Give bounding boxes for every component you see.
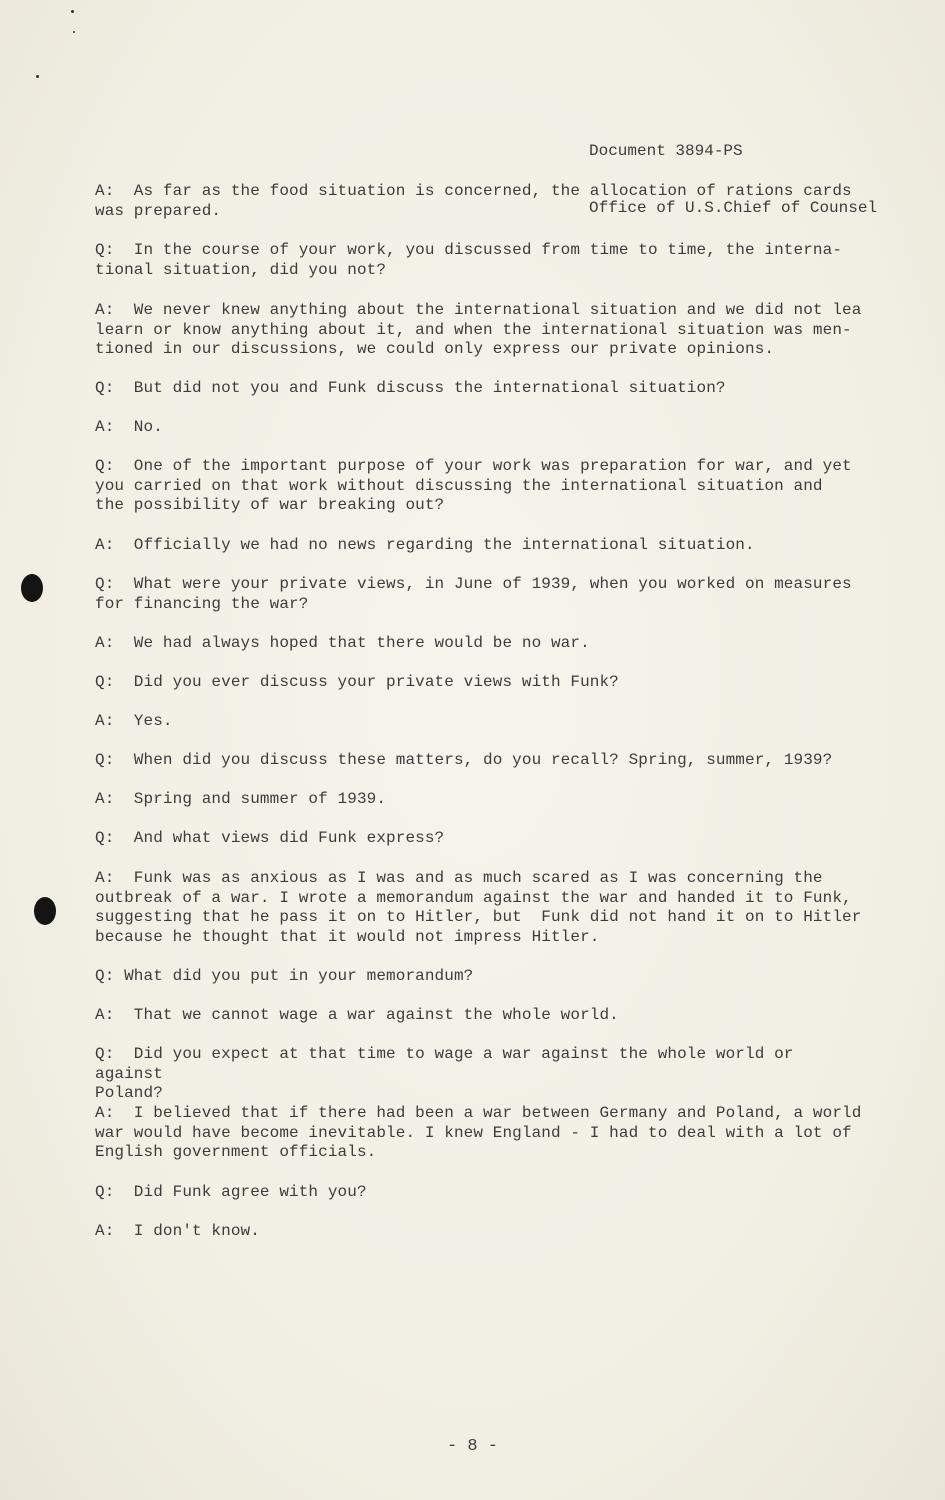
paper-speck: [71, 10, 74, 13]
paragraph: A: I believed that if there had been a war between Germany and Poland, a world war would have become inevitable. I knew England - I had to deal with a lot of English government officials.: [95, 1104, 862, 1162]
paragraph: A: We never knew anything about the international situation and we did not lea learn or know anything about it, and when the international situation was men- tioned in our discussions, we could only express our private opinions.: [95, 301, 862, 359]
paragraph: A: As far as the food situation is concerned, the allocation of rations cards was prepared.: [95, 182, 852, 220]
paragraph: A: No.: [95, 418, 163, 436]
paper-speck: [36, 75, 39, 78]
paragraph: A: Yes.: [95, 712, 173, 730]
punch-hole-icon: [21, 574, 43, 602]
document-number: Document 3894-PS: [589, 142, 743, 160]
document-header: [589, 104, 877, 256]
paragraph: A: That we cannot wage a war against the whole world.: [95, 1006, 619, 1024]
paper-speck: [73, 31, 75, 33]
paragraph: A: Spring and summer of 1939.: [95, 790, 387, 808]
paragraph: A: I don't know.: [95, 1222, 260, 1240]
paragraph: A: Officially we had no news regarding the international situation.: [95, 536, 755, 554]
paragraph: Q: What were your private views, in June of 1939, when you worked on measures for financing the war?: [95, 575, 852, 613]
office-line: Office of U.S.Chief of Counsel: [589, 199, 878, 217]
paragraph: Q: And what views did Funk express?: [95, 829, 445, 847]
paragraph: Q: Did Funk agree with you?: [95, 1183, 367, 1201]
paragraph: Q: Did you expect at that time to wage a war against the whole world or against Poland?: [95, 1045, 794, 1103]
paragraph: Q: Did you ever discuss your private views with Funk?: [95, 673, 619, 691]
paragraph: Q: What did you put in your memorandum?: [95, 967, 474, 985]
punch-hole-icon: [34, 897, 56, 925]
page-number: - 8 -: [446, 1437, 498, 1456]
paragraph: A: We had always hoped that there would be no war.: [95, 634, 590, 652]
paragraph: Q: When did you discuss these matters, do you recall? Spring, summer, 1939?: [95, 751, 833, 769]
paragraph: Q: But did not you and Funk discuss the international situation?: [95, 379, 726, 397]
paragraph: A: Funk was as anxious as I was and as much scared as I was concerning the outbreak of a war. I wrote a memorandum against the war and handed it to Funk, suggesting that he pass it on to Hitler, but Funk did not hand it on to Hitler because he thought that it would not impress Hitler.: [95, 869, 862, 946]
paragraph: Q: One of the important purpose of your work was preparation for war, and yet you carried on that work without discussing the international situation and the possibility of war breaking out?: [95, 457, 852, 515]
paragraph: Q: In the course of your work, you discussed from time to time, the interna- tional situation, did you not?: [95, 241, 843, 279]
